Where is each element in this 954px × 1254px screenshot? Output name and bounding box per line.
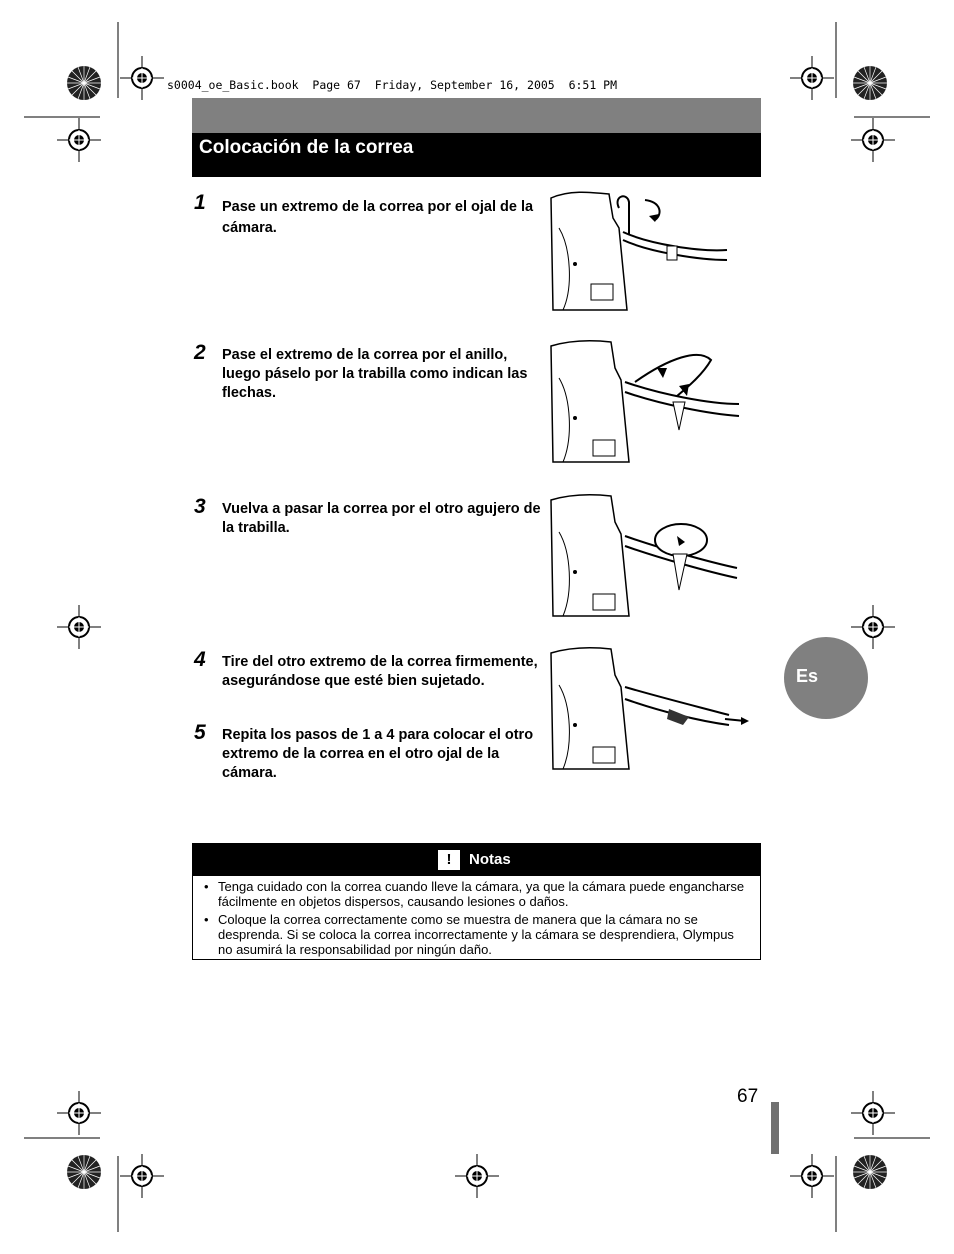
step-2-illustration [549,338,741,464]
caution-icon: ! [438,850,460,870]
step-4-number: 4 [194,648,206,671]
language-tab [784,637,868,719]
step-4-text: Tire del otro extremo de la correa firmemente, asegurándose que esté bien sujetado. [222,654,538,689]
step-2-text: Pase el extremo de la correa por el anillo, luego páselo por la trabilla como indican las flechas. [222,347,528,401]
notes-header [193,844,760,876]
step-3-illustration [549,492,739,618]
notes-box [192,843,761,960]
step-2-number: 2 [194,341,206,364]
note-item: • Tenga cuidado con la correa cuando lleve la cámara, ya que la cámara puede engancharse fácilmente en objetos dispersos, causando lesiones o daños. [193,879,748,909]
notes-list [193,879,760,957]
notes-title: Notas [469,851,511,868]
note-item: • Coloque la correa correctamente como se muestra de manera que la cámara no se desprenda. Si se coloca la correa incorrectamente y la cámara se desprendiera, Olympus no asumirá la responsabilidad por ningún daño. [193,912,748,957]
step-5-text: Repita los pasos de 1 a 4 para colocar el otro extremo de la correa en el otro ojal de la cámara. [222,727,534,781]
page-number: 67 [737,1086,759,1107]
section-title-band [192,133,761,177]
language-tab-label: Es [796,666,819,686]
step-1-illustration [549,188,729,312]
step-1-number: 1 [194,191,206,214]
step-5-number: 5 [194,721,206,744]
step-3-number: 3 [194,495,206,518]
step-3-text: Vuelva a pasar la correa por el otro agujero de la trabilla. [222,501,541,536]
title-band-accent [192,98,761,133]
page-edge-bar [771,1102,779,1154]
print-header: s0004_oe_Basic.book Page 67 Friday, September 16, 2005 6:51 PM [167,78,618,92]
step-4-illustration [549,645,749,771]
step-1-text: Pase un extremo de la correa por el ojal de la cámara. [222,199,534,236]
section-title: Colocación de la correa [199,137,414,158]
